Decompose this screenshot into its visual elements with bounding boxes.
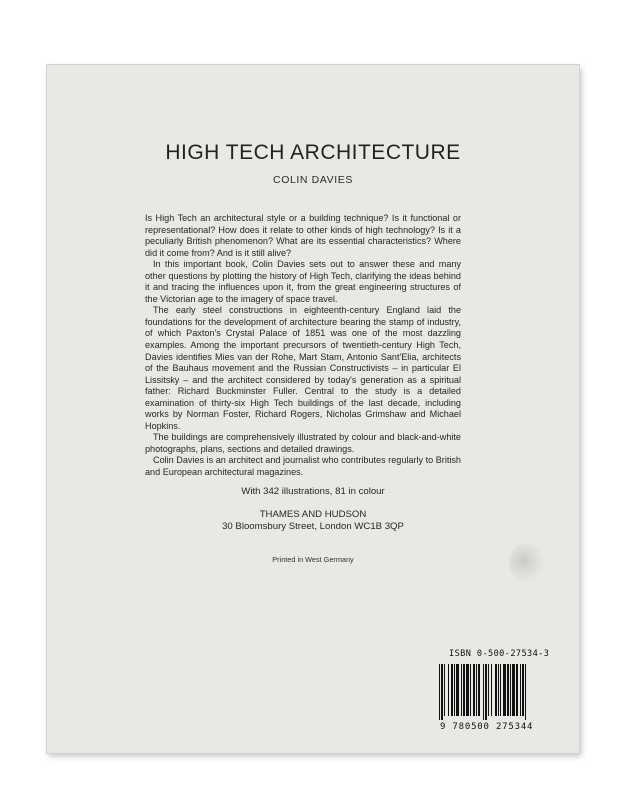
blurb-paragraph: The early steel constructions in eighteenth-century England laid the foundations for the development of architecture bearing the stamp of industry, of which Paxton's Crystal Palace of 1851 was one of the most dazzling examples. Among the important precursors of twentieth-century High Tech, Davies identifies Mies van der Rohe, Mart Stam, Antonio Sant'Elia, architects of the Bauhaus movement and the Russian Constructivists – in particular El Lissitsky – and the architect considered by today's generation as a spiritual father: Richard Buckminster Fuller. Central to the study is a detailed examination of thirty-six High Tech buildings of the last decade, including works by Norman Foster, Richard Rogers, Nicholas Grimshaw and Michael Hopkins. — [145, 305, 461, 431]
barcode — [437, 664, 561, 720]
publisher-block — [47, 509, 579, 533]
blurb-paragraph: Colin Davies is an architect and journalist who contributes regularly to British and European architectural magazines. — [145, 455, 461, 478]
publisher-name: THAMES AND HUDSON — [259, 509, 367, 520]
book-title: HIGH TECH ARCHITECTURE — [165, 141, 461, 164]
publisher-address: 30 Bloomsbury Street, London WC1B 3QP — [222, 521, 404, 532]
book-author: COLIN DAVIES — [273, 174, 353, 186]
barcode-number: 9 780500 275344 — [440, 722, 534, 732]
book-back-cover — [47, 65, 579, 753]
printed-note: Printed in West Germany — [272, 555, 354, 564]
blurb-paragraph: The buildings are comprehensively illustrated by colour and black-and-white photographs, plans, sections and detailed drawings. — [145, 432, 461, 454]
blurb-paragraph: In this important book, Colin Davies sets out to answer these and many other questions by plotting the history of High Tech, clarifying the ideas behind it and tracing the influences upon it, from the great engineering structures of the Victorian age to the imagery of space travel. — [145, 259, 461, 304]
isbn-label: ISBN 0-500-27534-3 — [449, 649, 550, 659]
blurb-text — [145, 213, 461, 479]
cover-smudge — [509, 543, 545, 583]
illustrations-note: With 342 illustrations, 81 in colour — [241, 486, 385, 497]
blurb-paragraph: Is High Tech an architectural style or a building technique? Is it functional or representational? How does it relate to other kinds of high technology? Is it a peculiarly British phenomenon? What are its essential characteristics? Where did it come from? And is it still alive? — [145, 213, 461, 258]
barcode-icon — [437, 664, 561, 720]
